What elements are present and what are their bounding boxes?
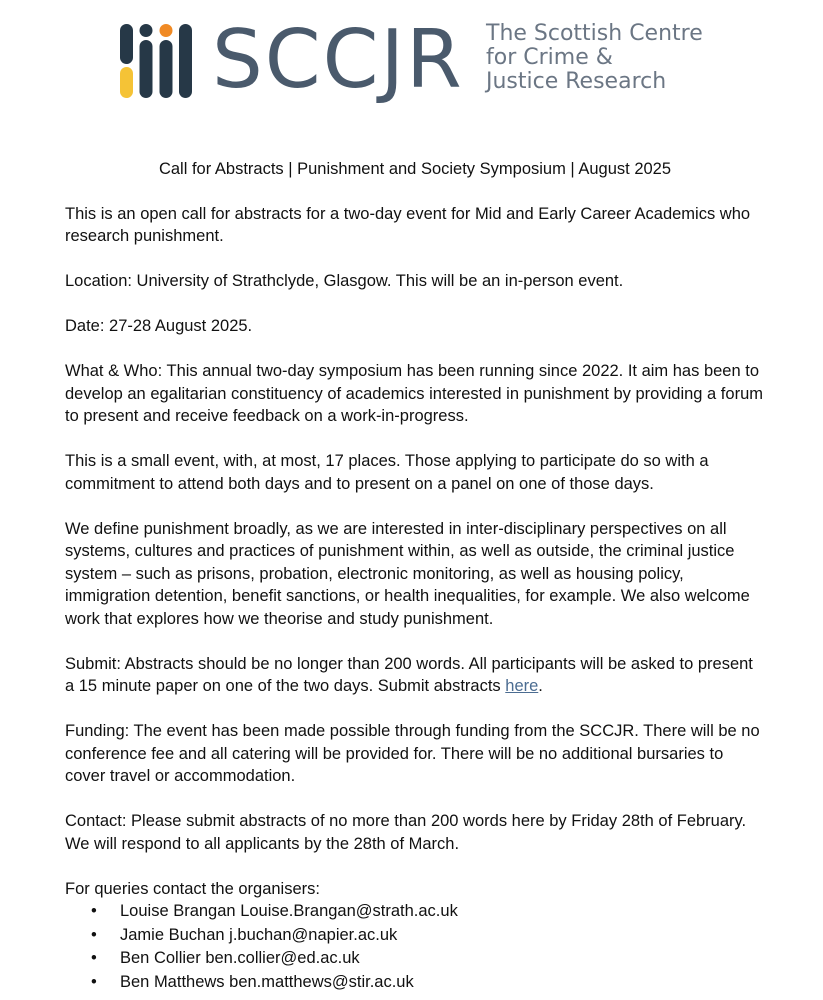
what-who-paragraph [65, 360, 765, 428]
logo-bar-4 [160, 40, 173, 98]
location-paragraph [65, 270, 765, 293]
funding-text: The event has been made possible through funding from the SCCJR. There will be no conference fee and all catering will be provided for. There will be no additional bursaries to cover travel or accommodation. [65, 722, 760, 785]
sccjr-logo-mark [118, 24, 196, 98]
contact-text: Please submit abstracts of no more than 200 words here by Friday 28th of February. We will respond to all applicants by the 28th of March. [65, 812, 747, 853]
queries-heading [65, 878, 765, 901]
logo-tagline [486, 22, 703, 94]
funding-label: Funding: [65, 722, 130, 740]
location-text: University of Strathclyde, Glasgow. This will be an in-person event. [131, 272, 624, 290]
logo-tagline-line-3: Justice Research [486, 69, 667, 94]
organiser-item [65, 900, 765, 924]
organiser-name: Ben Collier [120, 949, 201, 967]
organiser-email[interactable]: ben.collier@ed.ac.uk [205, 949, 360, 967]
date-text: 27-28 August 2025. [104, 317, 253, 335]
organiser-item [65, 971, 765, 995]
bullet-icon: • [91, 925, 97, 944]
intro-paragraph: This is an open call for abstracts for a two-day event for Mid and Early Career Academics who research punishment. [65, 204, 751, 245]
submit-paragraph [65, 653, 765, 698]
organiser-name: Louise Brangan [120, 902, 236, 920]
logo-dot-2 [160, 24, 173, 37]
date-label: Date: [65, 317, 105, 335]
submit-label: Submit: [65, 654, 121, 673]
what-who-label: What & Who: [65, 362, 163, 380]
header [0, 13, 823, 108]
queries-text: contact the organisers: [148, 879, 320, 898]
location-label: Location: [65, 272, 132, 290]
logo-wordmark: SCCJR [212, 13, 464, 106]
organiser-list [65, 900, 765, 994]
organiser-item [65, 947, 765, 971]
organiser-item [65, 924, 765, 948]
bullet-icon: • [91, 902, 97, 920]
logo-bar-2 [120, 67, 133, 98]
bullet-icon: • [91, 972, 97, 991]
organiser-email[interactable]: ben.matthews@stir.ac.uk [229, 972, 414, 991]
document-title: Call for Abstracts | Punishment and Society Symposium | August 2025 [158, 160, 672, 178]
organiser-email[interactable]: j.buchan@napier.ac.uk [229, 925, 398, 944]
definition-paragraph: We define punishment broadly, as we are interested in inter-disciplinary perspectives on all systems, cultures and practices of punishment within, as well as outside, the criminal justice system – such as prisons, probation, electronic monitoring, as well as housing policy, immigration detention, benefit sanctions, or health inequalities, for example. We also welcome work that explores how we theorise and study punishment. [65, 519, 750, 628]
bullet-icon: • [91, 949, 97, 967]
logo-dot-1 [140, 24, 153, 37]
logo-tagline-line-2: for Crime & [486, 45, 613, 70]
contact-paragraph [65, 810, 765, 855]
logo-bar-3 [140, 40, 153, 98]
logo-tagline-line-1: The Scottish Centre [486, 21, 703, 46]
document-body [65, 158, 765, 994]
what-who-text: This annual two-day symposium has been running since 2022. It aim has been to develop an egalitarian constituency of academics interested in punishment by providing a forum to present and receive feedback on a work-in-progress. [65, 362, 763, 425]
date-paragraph [65, 315, 765, 338]
organiser-name: Jamie Buchan [120, 925, 225, 944]
contact-label: Contact: [65, 812, 127, 830]
submit-text: Abstracts should be no longer than 200 words. All participants will be asked to present a 15 minute paper on one of the two days. Submit abstracts [65, 654, 753, 695]
logo-bar-1 [120, 24, 133, 64]
organiser-email[interactable]: Louise.Brangan@strath.ac.uk [240, 902, 458, 920]
funding-paragraph [65, 720, 765, 788]
submit-after: . [538, 677, 543, 695]
submit-here-link[interactable]: here [505, 677, 539, 695]
organiser-name: Ben Matthews [120, 972, 225, 991]
small-event-paragraph: This is a small event, with, at most, 17 places. Those applying to participate do so with a commitment to attend both days and to present on a panel on one of those days. [65, 452, 709, 493]
logo-bar-5 [179, 24, 192, 98]
queries-label: For queries [65, 879, 149, 898]
